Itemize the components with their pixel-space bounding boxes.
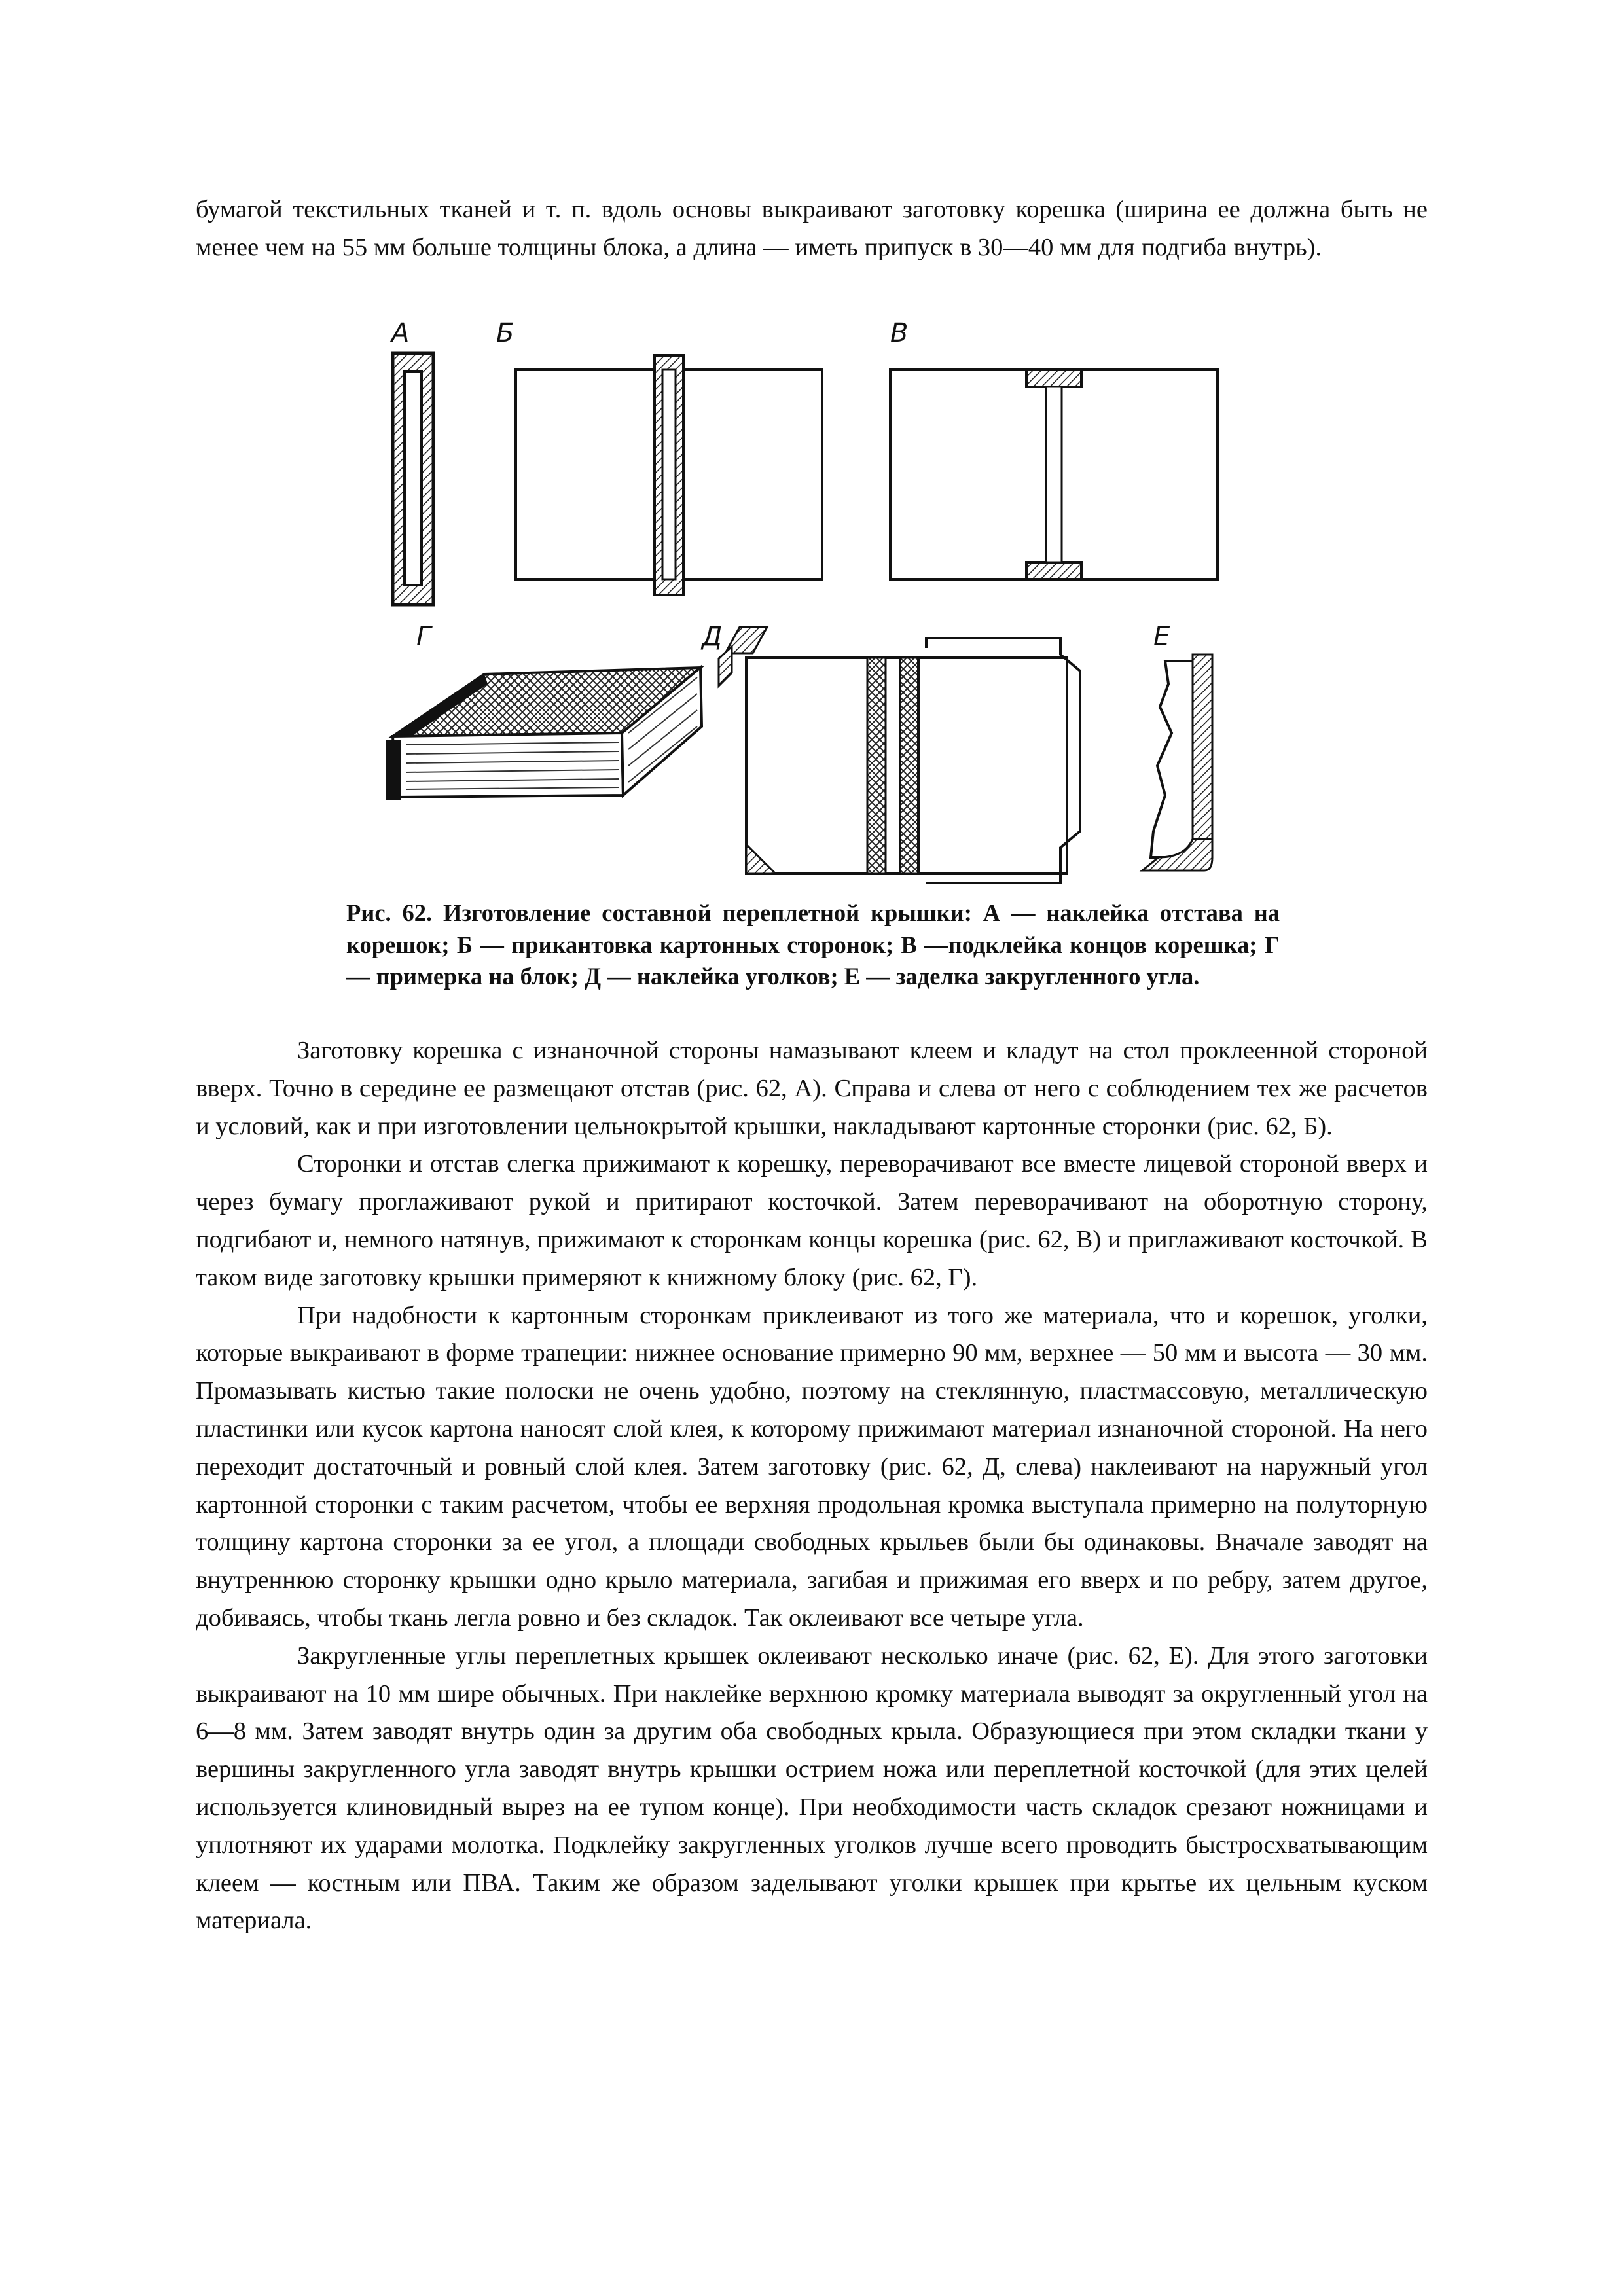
intro-paragraph: бумагой текстильных тканей и т. п. вдоль основы выкраивают заготовку корешка (ширина ее должна быть не менее чем на 55 мм больше толщины блока, а длина — иметь припуск в 30—40 мм для подгиба внутрь).: [196, 196, 1428, 261]
paragraph: При надобности к картонным сторонкам приклеивают из того же материала, что и корешок, уголки, которые выкраивают в форме трапеции: нижнее основание примерно 90 мм, верхнее — 50 мм и высота — 30 мм. Промазывать кистью такие полоски не очень удобно, поэтому на стеклянную, пластмассовую, металлическую пластинки или кусок картона наносят слой клея, к которому прижимают материал изнаночной стороной. На него переходит достаточный и ровный слой клея. Затем заготовку (рис. 62, Д, слева) наклеивают на наружный угол картонной сторонки с таким расчетом, чтобы ее верхняя продольная кромка выступала примерно на полуторную толщину картона сторонки за ее угол, а площади свободных крыльев были бы одинаковы. Вначале заводят на внутреннюю сторонку крышки одно крыло материала, загибая и прижимая его вверх и по ребру, затем другое, добиваясь, чтобы ткань легла ровно и без складок. Так оклеивают все четыре угла.: [196, 1301, 1428, 1632]
panel-e-drawing: [1142, 655, 1212, 870]
body-text: [196, 1032, 1428, 1940]
figure-caption: Рис. 62. Изготовление составной переплетной крышки: А — наклейка отстава на корешок; Б — прикантовка картонных сторонок; В —подклейка концов корешка; Г — примерка на блок; Д — наклейка уголков; Е — заделка закругленного угла.: [346, 899, 1280, 990]
panel-v-drawing: [890, 370, 1218, 579]
panel-label-a: А: [391, 318, 410, 348]
panel-label-e: Е: [1153, 622, 1170, 652]
panel-b-drawing: [516, 355, 822, 595]
figure-62: [353, 308, 1335, 884]
panel-d-drawing: [719, 627, 1080, 884]
panel-label-b: Б: [496, 318, 514, 348]
paragraph: Закругленные углы переплетных крышек оклеивают несколько иначе (рис. 62, Е). Для этого заготовки выкраивают на 10 мм шире обычных. При наклейке верхнюю кромку материала выводят за округленный угол на 6—8 мм. Затем заводят внутрь один за другим оба свободных крыла. Образующиеся при этом складки ткани у вершины закругленного угла заводят внутрь крышки острием ножа или переплетной косточкой (для этих целей используется клиновидный вырез на ее тупом конце). При необходимости часть складок срезают ножницами и уплотняют их ударами молотка. Подклейку закругленных уголков лучше всего проводить быстросхватывающим клеем — костным или ПВА. Таким же образом заделывают уголки крышек при крытье их цельным куском материала.: [196, 1641, 1428, 1935]
panel-label-g: Г: [416, 622, 431, 652]
panel-label-d: Д: [702, 622, 723, 652]
panel-label-v: В: [890, 318, 909, 348]
panel-g-drawing: [386, 668, 702, 800]
panel-a-drawing: [393, 353, 433, 605]
paragraph: Сторонки и отстав слегка прижимают к корешку, переворачивают все вместе лицевой стороной вверх и через бумагу проглаживают рукой и притирают косточкой. Затем переворачивают на оборотную сторону, подгибают и, немного натянув, прижимают к сторонкам концы корешка (рис. 62, В) и приглаживают косточкой. В таком виде заготовку крышки примеряют к книжному блоку (рис. 62, Г).: [196, 1150, 1428, 1291]
paragraph: Заготовку корешка с изнаночной стороны намазывают клеем и кладут на стол проклеенной стороной вверх. Точно в середине ее размещают отстав (рис. 62, А). Справа и слева от него с соблюдением тех же расчетов и условий, как и при изготовлении цельнокрытой крышки, накладывают картонные сторонки (рис. 62, Б).: [196, 1037, 1428, 1140]
